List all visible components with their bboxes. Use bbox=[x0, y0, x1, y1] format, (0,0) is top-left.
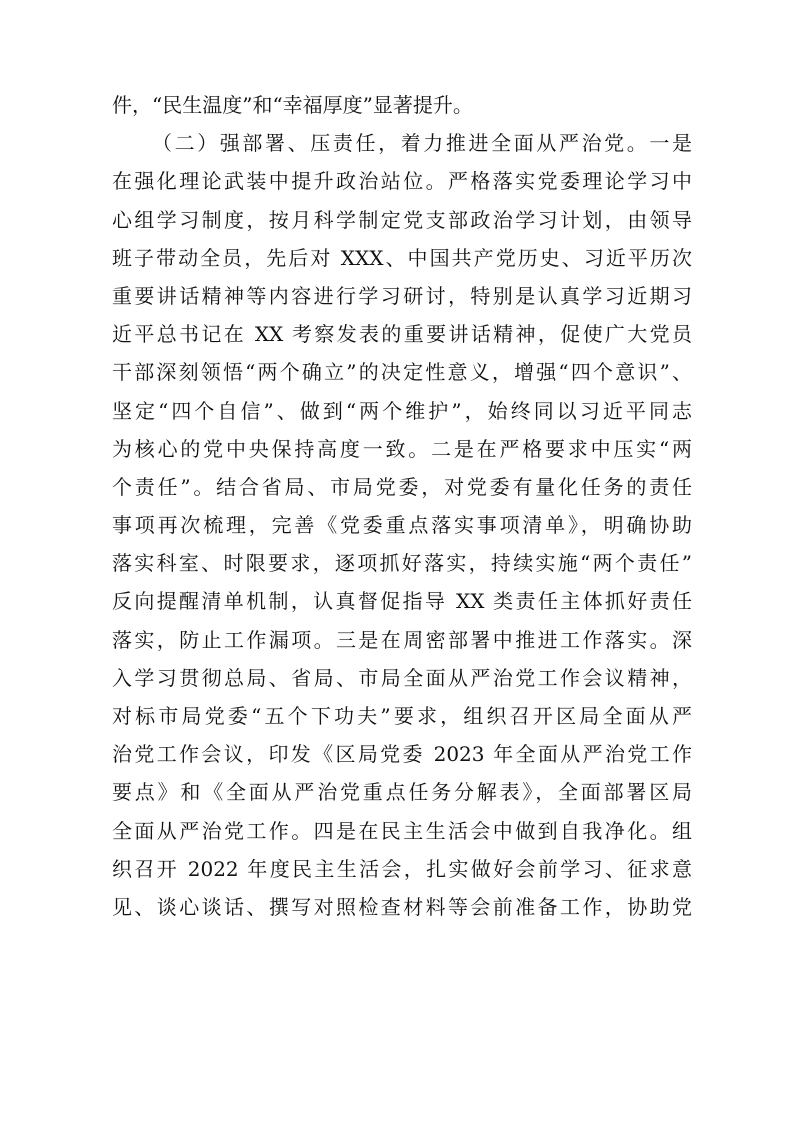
text-line-4: 心组学习制度，按月科学制定党支部政治学习计划，由领导 bbox=[112, 207, 692, 232]
text-line-20: 全面从严治党工作。四是在民主生活会中做到自我净化。组 bbox=[112, 818, 692, 843]
text-line-17: 对标市局党委“五个下功夫”要求，组织召开区局全面从严 bbox=[112, 704, 692, 728]
text-line-7: 近平总书记在 XX 考察发表的重要讲话精神，促使广大党员 bbox=[112, 322, 692, 347]
text-line-19: 要点》和《全面从严治党重点任务分解表》，全面部署区局 bbox=[112, 780, 692, 805]
text-line-9: 坚定“四个自信”、做到“两个维护”，始终同以习近平同志 bbox=[112, 398, 692, 423]
body-text bbox=[112, 86, 692, 926]
text-line-13: 落实科室、时限要求，逐项抓好落实，持续实施“两个责任” bbox=[112, 551, 692, 576]
text-line-12: 事项再次梳理，完善《党委重点落实事项清单》，明确协助 bbox=[112, 513, 692, 538]
text-line-11: 个责任”。结合省局、市局党委，对党委有量化任务的责任 bbox=[112, 474, 692, 499]
text-line-1: 件，“民生温度”和“幸福厚度”显著提升。 bbox=[112, 93, 473, 117]
text-line-22: 见、谈心谈话、撰写对照检查材料等会前准备工作，协助党 bbox=[112, 894, 692, 919]
text-line-8: 干部深刻领悟“两个确立”的决定性意义，增强“四个意识”、 bbox=[112, 360, 692, 385]
text-line-5: 班子带动全员，先后对 XXX、中国共产党历史、习近平历次 bbox=[112, 245, 692, 270]
text-line-15: 落实，防止工作漏项。三是在周密部署中推进工作落实。深 bbox=[112, 627, 692, 652]
text-line-18: 治党工作会议，印发《区局党委 2023 年全面从严治党工作 bbox=[112, 742, 692, 767]
text-line-21: 织召开 2022 年度民主生活会，扎实做好会前学习、征求意 bbox=[112, 856, 692, 881]
text-line-6: 重要讲话精神等内容进行学习研讨，特别是认真学习近期习 bbox=[112, 283, 692, 308]
text-line-10: 为核心的党中央保持高度一致。二是在严格要求中压实“两 bbox=[112, 436, 692, 461]
text-line-14: 反向提醒清单机制，认真督促指导 XX 类责任主体抓好责任 bbox=[112, 589, 692, 614]
paragraph-heading-line: （二）强部署、压责任，着力推进全面从严治党。一是 bbox=[152, 131, 692, 156]
text-line-3: 在强化理论武装中提升政治站位。严格落实党委理论学习中 bbox=[112, 169, 692, 194]
text-line-16: 入学习贯彻总局、省局、市局全面从严治党工作会议精神， bbox=[112, 665, 692, 690]
